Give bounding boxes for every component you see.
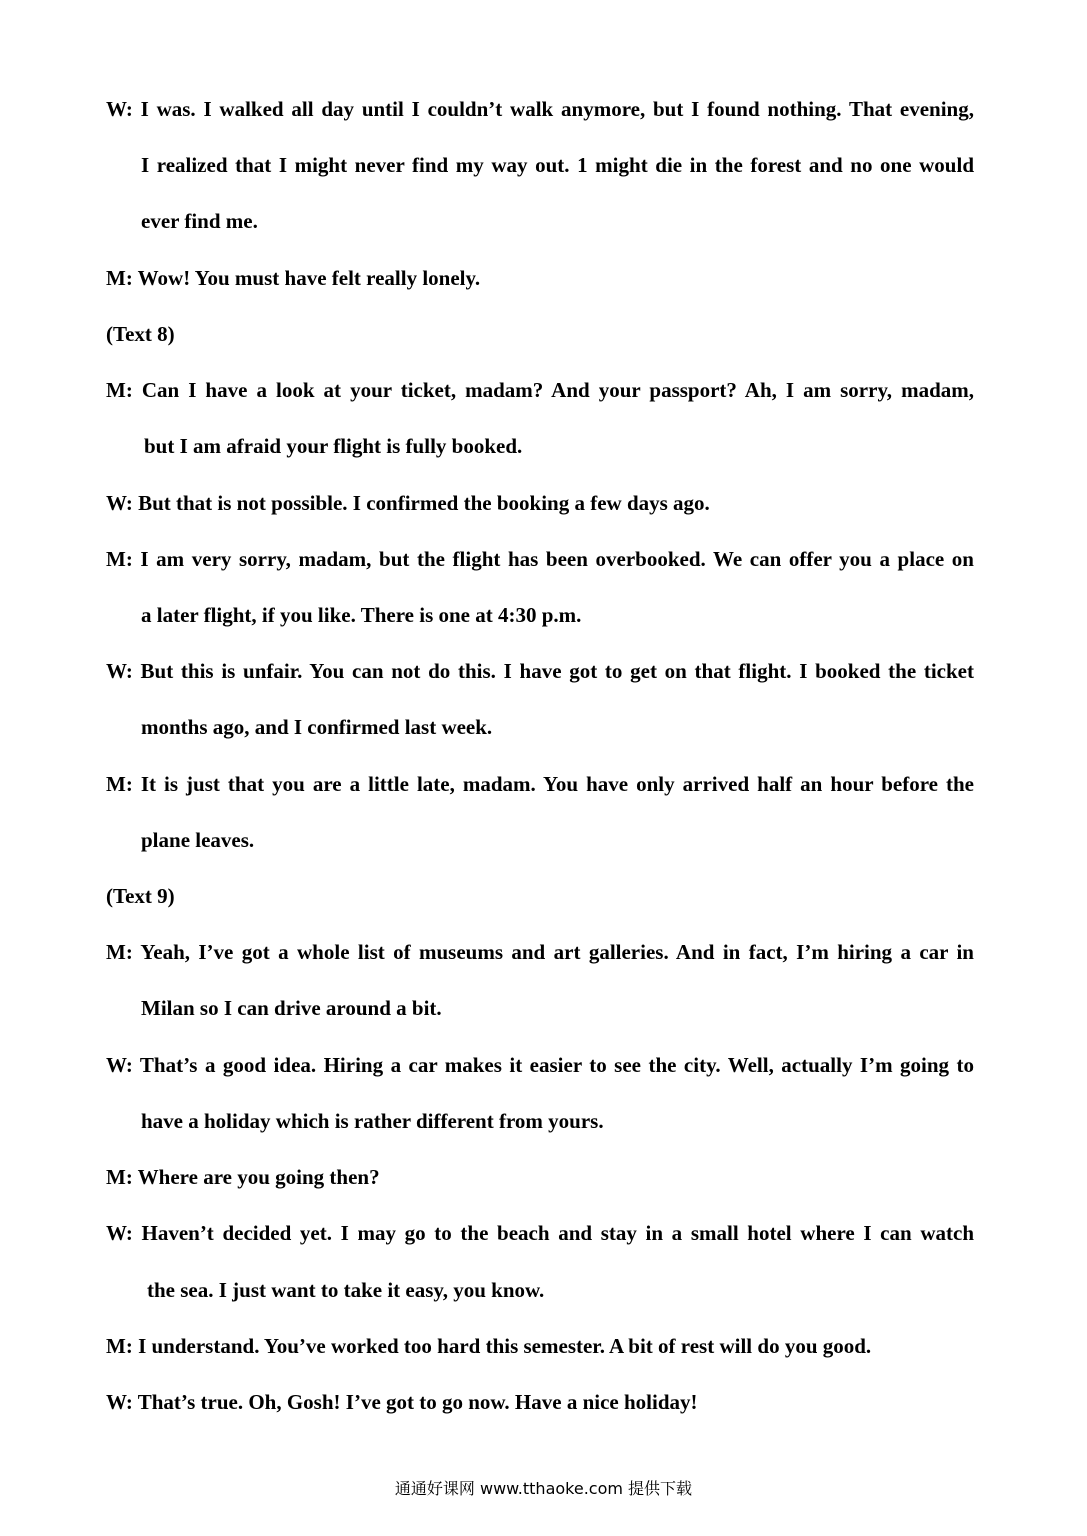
dialogue-line: months ago, and I confirmed last week.: [141, 715, 493, 739]
dialogue-line: W: But that is not possible. I confirmed the booking a few days ago.: [106, 491, 710, 515]
dialogue-line: but I am afraid your flight is fully booked.: [144, 434, 523, 458]
section-heading: (Text 8): [106, 322, 175, 346]
dialogue-line: M: It is just that you are a little late, madam. You have only arrived half an hour before the: [106, 772, 974, 796]
dialogue-line: the sea. I just want to take it easy, you know.: [147, 1278, 545, 1302]
page-footer: 通通好课网 www.tthaoke.com 提供下载: [394, 1479, 693, 1498]
dialogue-line: Milan so I can drive around a bit.: [141, 996, 442, 1020]
dialogue-line: M: I understand. You’ve worked too hard this semester. A bit of rest will do you good.: [106, 1334, 872, 1358]
dialogue-line: have a holiday which is rather different from yours.: [141, 1109, 604, 1133]
dialogue-line: M: Can I have a look at your ticket, madam? And your passport? Ah, I am sorry, madam,: [106, 378, 974, 402]
dialogue-line: M: Wow! You must have felt really lonely.: [106, 266, 481, 290]
dialogue-line: W: But this is unfair. You can not do this. I have got to get on that flight. I booked the ticket: [106, 659, 974, 683]
dialogue-line: plane leaves.: [141, 828, 255, 852]
dialogue-line: W: Haven’t decided yet. I may go to the beach and stay in a small hotel where I can watch: [106, 1221, 974, 1245]
dialogue-line: M: I am very sorry, madam, but the flight has been overbooked. We can offer you a place on: [106, 547, 974, 571]
dialogue-line: I realized that I might never find my way out. 1 might die in the forest and no one would: [141, 153, 974, 177]
dialogue-line: M: Where are you going then?: [106, 1165, 380, 1189]
section-heading: (Text 9): [106, 884, 175, 908]
dialogue-line: W: I was. I walked all day until I couldn’t walk anymore, but I found nothing. That evening,: [106, 97, 974, 121]
dialogue-line: a later flight, if you like. There is one at 4:30 p.m.: [141, 603, 582, 627]
dialogue-line: M: Yeah, I’ve got a whole list of museums and art galleries. And in fact, I’m hiring a car in: [106, 940, 974, 964]
dialogue-line: W: That’s true. Oh, Gosh! I’ve got to go now. Have a nice holiday!: [106, 1390, 698, 1414]
dialogue-line: W: That’s a good idea. Hiring a car makes it easier to see the city. Well, actually I’m going to: [106, 1053, 974, 1077]
dialogue-line: ever find me.: [141, 209, 258, 233]
